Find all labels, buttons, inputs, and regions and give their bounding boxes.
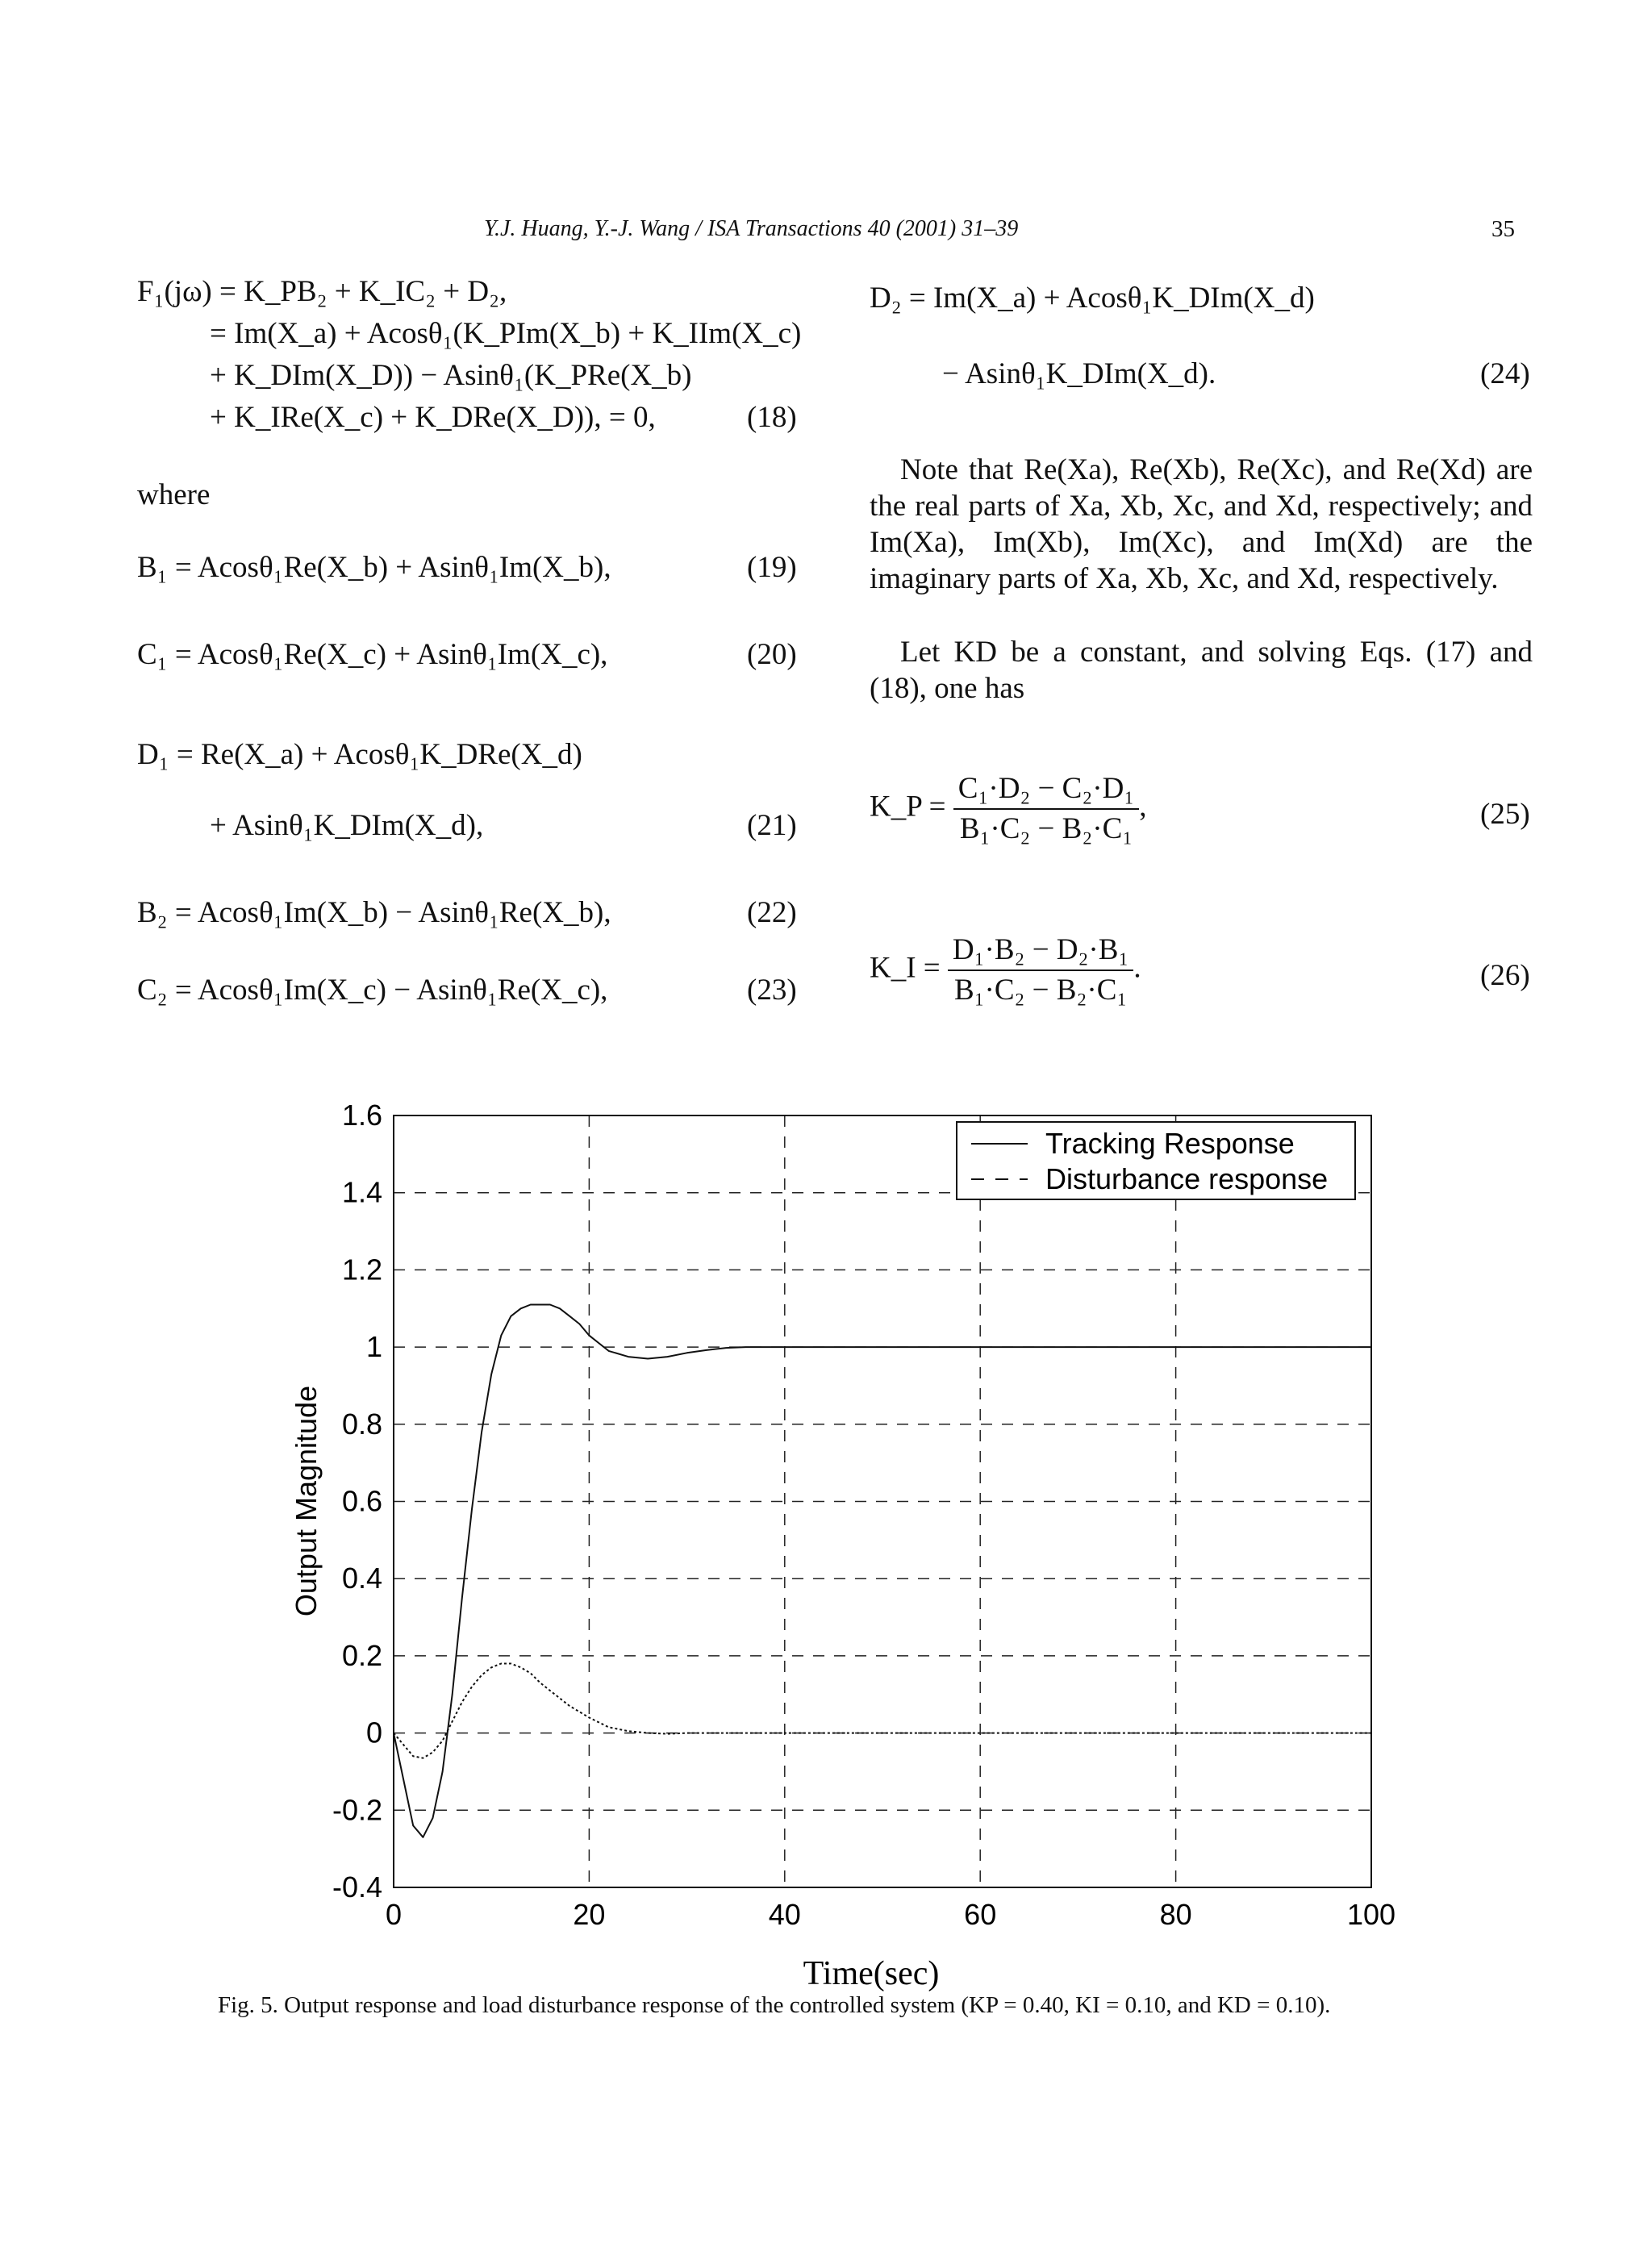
eq20-number: (20) bbox=[747, 638, 797, 671]
legend-label-tracking: Tracking Response bbox=[1045, 1127, 1295, 1160]
eq26-numerator: D₁·B₂ − D₂·B₁ bbox=[948, 932, 1133, 971]
x-tick-label: 60 bbox=[964, 1898, 997, 1931]
eq25-fraction bbox=[953, 771, 1139, 847]
eq24-line1: D₂ = Im(X_a) + Acosθ₁K_DIm(X_d) bbox=[870, 281, 1315, 315]
eq25-lhs: K_P = bbox=[870, 790, 946, 824]
figure-5-chart bbox=[0, 1081, 1652, 2016]
eq26-number: (26) bbox=[1480, 959, 1530, 992]
eq19: B₁ = Acosθ₁Re(X_b) + Asinθ₁Im(X_b), bbox=[137, 551, 611, 584]
tracking-response-line bbox=[394, 1305, 1371, 1837]
eq26-lhs: K_I = bbox=[870, 951, 941, 985]
eq25-numerator: C₁·D₂ − C₂·D₁ bbox=[953, 771, 1139, 810]
eq21-number: (21) bbox=[747, 809, 797, 842]
y-axis-label: Output Magnitude bbox=[290, 1385, 323, 1617]
eq23-number: (23) bbox=[747, 974, 797, 1007]
eq25-tail: , bbox=[1139, 790, 1147, 824]
eq23: C₂ = Acosθ₁Im(X_c) − Asinθ₁Re(X_c), bbox=[137, 974, 608, 1007]
eq25-number: (25) bbox=[1480, 798, 1530, 831]
legend bbox=[957, 1122, 1355, 1199]
eq18-line3: + K_DIm(X_D)) − Asinθ₁(K_PRe(X_b) bbox=[210, 359, 692, 392]
x-axis-label: Time(sec) bbox=[803, 1955, 940, 1992]
series-lines bbox=[394, 1305, 1371, 1837]
eq26 bbox=[870, 932, 1141, 1008]
paragraph-let bbox=[870, 634, 1533, 707]
page-number: 35 bbox=[1491, 216, 1515, 242]
y-tick-label: -0.2 bbox=[332, 1793, 382, 1827]
eq18-line4: + K_IRe(X_c) + K_DRe(X_D)), = 0, bbox=[210, 401, 656, 434]
running-title: Y.J. Huang, Y.-J. Wang / ISA Transactions 40 (2001) 31–39 bbox=[484, 216, 1019, 241]
eq18-line1: F₁(jω) = K_PB₂ + K_IC₂ + D₂, bbox=[137, 275, 507, 308]
eq26-denominator: B₁·C₂ − B₂·C₁ bbox=[953, 974, 1128, 1007]
paragraph-note bbox=[870, 452, 1533, 597]
grid-lines bbox=[394, 1115, 1371, 1887]
x-tick-label: 40 bbox=[768, 1898, 801, 1931]
x-tick-label: 100 bbox=[1346, 1898, 1396, 1931]
eq26-tail: . bbox=[1133, 951, 1141, 985]
eq25-denominator: B₁·C₂ − B₂·C₁ bbox=[959, 812, 1133, 845]
eq24-number: (24) bbox=[1480, 357, 1530, 390]
paragraph-note-text: Note that Re(Xa), Re(Xb), Re(Xc), and Re(Xd) are the real parts of Xa, Xb, Xc, and Xd, respectively; and Im(Xa), Im(Xb), Im(Xc), and Im(Xd) are the imaginary parts of Xa, Xb, Xc, and Xd, respectively. bbox=[870, 453, 1533, 595]
y-tick-label: 0 bbox=[365, 1716, 382, 1749]
y-tick-label: -0.4 bbox=[332, 1870, 382, 1904]
y-tick-label: 1.4 bbox=[341, 1175, 382, 1209]
eq24-line2: − Asinθ₁K_DIm(X_d). bbox=[942, 357, 1216, 390]
x-tick-label: 20 bbox=[573, 1898, 606, 1931]
disturbance-response-line bbox=[394, 1664, 1371, 1758]
y-tick-label: 0.2 bbox=[341, 1638, 382, 1672]
eq18-number: (18) bbox=[747, 401, 797, 434]
eq18-line2: = Im(X_a) + Acosθ₁(K_PIm(X_b) + K_IIm(X_c) bbox=[210, 317, 802, 350]
eq20: C₁ = Acosθ₁Re(X_c) + Asinθ₁Im(X_c), bbox=[137, 638, 608, 671]
eq22: B₂ = Acosθ₁Im(X_b) − Asinθ₁Re(X_b), bbox=[137, 896, 611, 929]
figure-caption: Fig. 5. Output response and load disturbance response of the controlled system (KP = 0.40, KI = 0.10, and KD = 0.10). bbox=[218, 1992, 1331, 2018]
eq19-number: (19) bbox=[747, 551, 797, 584]
eq25 bbox=[870, 771, 1146, 847]
eq22-number: (22) bbox=[747, 896, 797, 929]
eq21-line1: D₁ = Re(X_a) + Acosθ₁K_DRe(X_d) bbox=[137, 738, 582, 771]
paragraph-let-text: Let KD be a constant, and solving Eqs. (17) and (18), one has bbox=[870, 636, 1533, 705]
x-tick-label: 80 bbox=[1159, 1898, 1192, 1931]
y-tick-label: 1 bbox=[365, 1330, 382, 1364]
y-tick-label: 0.8 bbox=[341, 1407, 382, 1441]
y-tick-label: 1.6 bbox=[341, 1099, 382, 1132]
y-tick-label: 1.2 bbox=[341, 1253, 382, 1286]
y-tick-label: 0.6 bbox=[341, 1484, 382, 1518]
where-text: where bbox=[137, 478, 211, 511]
legend-label-disturbance: Disturbance response bbox=[1045, 1162, 1329, 1195]
x-tick-label: 0 bbox=[385, 1898, 403, 1931]
eq26-fraction bbox=[948, 932, 1133, 1008]
y-tick-label: 0.4 bbox=[341, 1562, 382, 1595]
tick-labels bbox=[332, 1099, 1395, 1931]
eq21-line2: + Asinθ₁K_DIm(X_d), bbox=[210, 809, 484, 842]
